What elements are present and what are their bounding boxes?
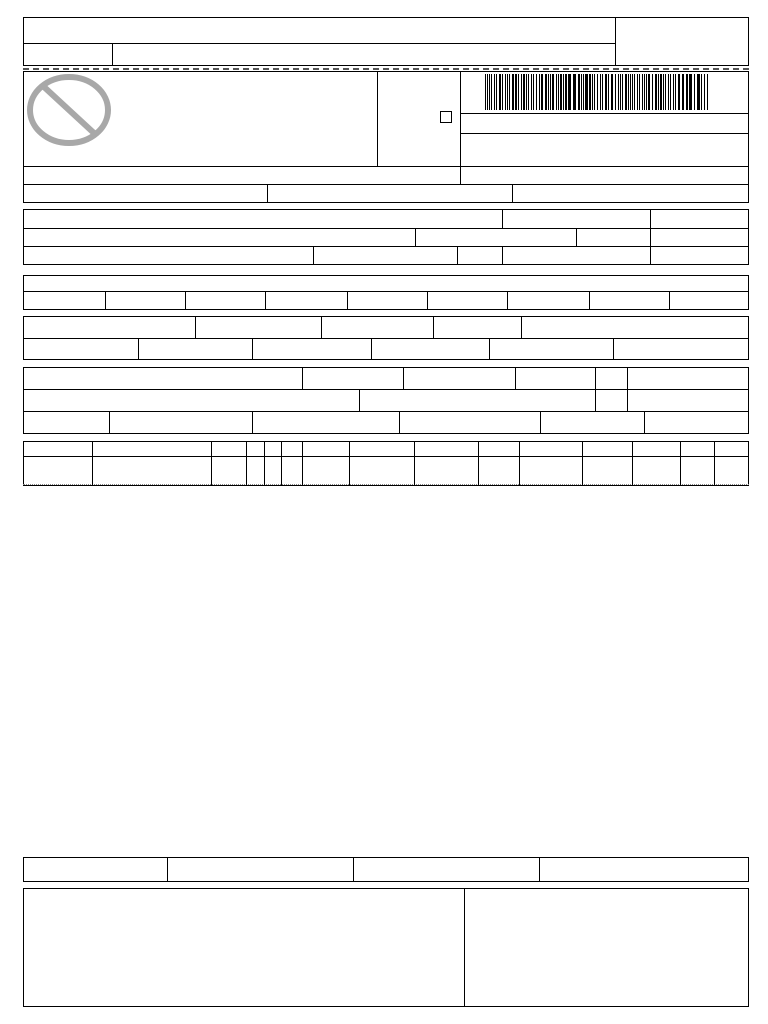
transport-divider: [627, 367, 628, 411]
barcode-bar: [521, 74, 522, 110]
barcode-bar: [531, 74, 532, 110]
billing-divider: [427, 291, 428, 310]
products-table-bottom-dotted: [23, 484, 749, 485]
products-column-divider: [632, 441, 633, 485]
barcode-bar: [628, 74, 629, 110]
recipient-divider: [502, 209, 503, 228]
barcode-bar: [639, 74, 640, 110]
barcode-bar: [485, 74, 486, 110]
barcode-bar: [515, 74, 517, 110]
barcode-bar: [660, 74, 662, 110]
barcode-bar: [652, 74, 653, 110]
barcode-bar: [536, 74, 537, 110]
tax-divider: [489, 338, 490, 360]
barcode-bar: [563, 74, 564, 110]
additional-data-divider: [464, 888, 465, 1007]
barcode-bar: [686, 74, 688, 110]
barcode-bar: [528, 74, 529, 110]
transport-divider: [359, 389, 360, 411]
barcode-bar: [518, 74, 519, 110]
barcode-bar: [637, 74, 638, 110]
products-column-divider: [414, 441, 415, 485]
barcode-bar: [594, 74, 595, 110]
transport-divider: [515, 367, 516, 389]
products-column-divider: [519, 441, 520, 485]
registration-row-line: [23, 184, 749, 185]
barcode-bar: [541, 74, 543, 110]
barcode-bar: [496, 74, 497, 110]
recipient-divider: [502, 246, 503, 265]
barcode-bar: [600, 74, 601, 110]
barcode-bar: [648, 74, 650, 110]
barcode-bar: [697, 74, 700, 110]
barcode-bar: [533, 74, 534, 110]
barcode-bar: [578, 74, 580, 110]
recipient-divider: [576, 228, 577, 246]
transport-row-line-2: [23, 411, 749, 412]
barcode-bar: [605, 74, 607, 110]
key-row-line-1: [460, 113, 749, 114]
barcode-bar: [634, 74, 635, 110]
transport-divider: [399, 411, 400, 434]
barcode-bar: [665, 74, 666, 110]
barcode-bar: [491, 74, 492, 110]
transport-row-line-1: [23, 389, 749, 390]
tax-divider: [195, 316, 196, 338]
products-column-divider: [246, 441, 247, 485]
products-column-divider: [582, 441, 583, 485]
issqn-block: [23, 857, 749, 882]
tax-divider: [521, 316, 522, 338]
barcode-bar: [670, 74, 671, 110]
barcode-bar: [499, 74, 501, 110]
barcode-bar: [487, 74, 488, 110]
barcode-bar: [608, 74, 609, 110]
barcode-bar: [507, 74, 508, 110]
recipient-block: [23, 209, 749, 265]
barcode-bar: [622, 74, 623, 110]
barcode-bar: [630, 74, 631, 110]
no-symbol-icon: [26, 73, 114, 149]
cut-line-separator: [23, 68, 749, 70]
products-column-divider: [281, 441, 282, 485]
billing-divider: [669, 291, 670, 310]
registration-divider-1: [267, 184, 268, 203]
products-column-divider: [680, 441, 681, 485]
barcode-bar: [548, 74, 549, 110]
barcode-bar: [502, 74, 503, 110]
barcode-bar: [539, 74, 540, 110]
barcode-bar: [573, 74, 576, 110]
barcode-bar: [523, 74, 525, 110]
registration-divider-2: [512, 184, 513, 203]
billing-divider: [185, 291, 186, 310]
tax-divider: [371, 338, 372, 360]
barcode-bar: [642, 74, 643, 110]
emitter-divider: [377, 71, 378, 167]
header-box: [23, 17, 749, 66]
billing-row-line: [23, 291, 749, 292]
recipient-row-line-1: [23, 228, 749, 229]
barcode-bar: [597, 74, 598, 110]
barcode-bar: [675, 74, 676, 110]
barcode-bar: [560, 74, 562, 110]
issqn-divider: [353, 857, 354, 882]
products-column-divider: [302, 441, 303, 485]
danfe-divider: [460, 71, 461, 185]
barcode-bar: [704, 74, 705, 110]
barcode-bar: [620, 74, 621, 110]
header-left-divider: [112, 43, 113, 66]
barcode-bar: [707, 74, 708, 110]
header-right-divider: [615, 17, 616, 66]
billing-divider: [347, 291, 348, 310]
tax-divider: [613, 338, 614, 360]
barcode-icon: [485, 74, 711, 110]
barcode-bar: [583, 74, 584, 110]
recipient-divider: [457, 246, 458, 265]
barcode-bar: [678, 74, 680, 110]
billing-divider: [105, 291, 106, 310]
barcode-bar: [550, 74, 551, 110]
products-header-line: [23, 456, 749, 457]
key-row-line-2: [460, 133, 749, 134]
barcode-bar: [489, 74, 490, 110]
billing-divider: [507, 291, 508, 310]
barcode-bar: [589, 74, 591, 110]
transport-divider: [403, 367, 404, 389]
barcode-bar: [625, 74, 627, 110]
barcode-bar: [494, 74, 495, 110]
barcode-bar: [644, 74, 645, 110]
nature-row-line: [23, 166, 749, 167]
barcode-bar: [585, 74, 588, 110]
barcode-bar: [694, 74, 695, 110]
barcode-bar: [701, 74, 702, 110]
barcode-bar: [682, 74, 684, 110]
billing-block: [23, 275, 749, 310]
barcode-bar: [646, 74, 647, 110]
tax-divider: [433, 316, 434, 338]
recipient-divider: [313, 246, 314, 265]
barcode-bar: [565, 74, 567, 110]
barcode-bar: [673, 74, 674, 110]
entry-exit-checkbox[interactable]: [440, 111, 452, 123]
billing-divider: [265, 291, 266, 310]
tax-divider: [138, 338, 139, 360]
barcode-bar: [509, 74, 510, 110]
barcode-bar: [581, 74, 582, 110]
transport-divider: [595, 367, 596, 411]
barcode-bar: [568, 74, 571, 110]
barcode-bar: [592, 74, 593, 110]
barcode-bar: [689, 74, 692, 110]
barcode-bar: [558, 74, 559, 110]
products-column-divider: [264, 441, 265, 485]
barcode-bar: [526, 74, 527, 110]
products-column-divider: [349, 441, 350, 485]
barcode-bar: [668, 74, 669, 110]
barcode-bar: [556, 74, 557, 110]
transport-divider: [252, 411, 253, 434]
barcode-bar: [611, 74, 613, 110]
transport-divider: [644, 411, 645, 434]
transport-divider: [302, 367, 303, 389]
products-column-divider: [714, 441, 715, 485]
barcode-bar: [663, 74, 664, 110]
barcode-bar: [615, 74, 616, 110]
barcode-bar: [545, 74, 547, 110]
recipient-divider: [650, 209, 651, 265]
barcode-bar: [658, 74, 659, 110]
tax-row-line: [23, 338, 749, 339]
recipient-divider: [415, 228, 416, 246]
barcode-bar: [632, 74, 633, 110]
barcode-bar: [505, 74, 506, 110]
tax-divider: [321, 316, 322, 338]
products-column-divider: [478, 441, 479, 485]
barcode-bar: [512, 74, 514, 110]
billing-divider: [589, 291, 590, 310]
tax-divider: [252, 338, 253, 360]
transport-divider: [540, 411, 541, 434]
products-column-divider: [211, 441, 212, 485]
recipient-row-line-2: [23, 246, 749, 247]
issqn-divider: [539, 857, 540, 882]
products-column-divider: [92, 441, 93, 485]
barcode-bar: [552, 74, 554, 110]
transport-divider: [109, 411, 110, 434]
issqn-divider: [167, 857, 168, 882]
barcode-bar: [655, 74, 657, 110]
products-table-header: [23, 441, 749, 486]
additional-data-block: [23, 888, 749, 1007]
barcode-bar: [618, 74, 619, 110]
transport-block: [23, 367, 749, 434]
barcode-bar: [602, 74, 603, 110]
